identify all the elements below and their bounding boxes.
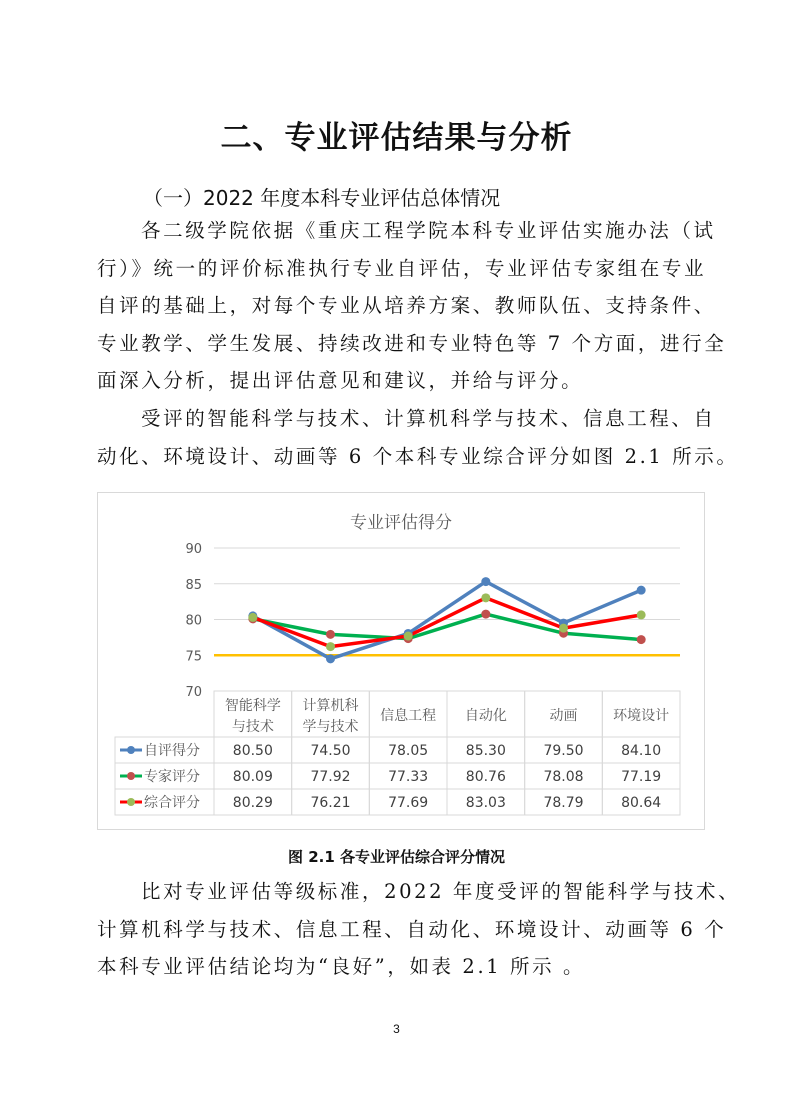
text-line: 行）》统一的评价标准执行专业自评估，专业评估专家组在专业 [97,256,707,280]
text-line: 比对专业评估等级标准，2022 年度受评的智能科学与技术、 [141,880,741,903]
category-label: 信息工程 [380,708,437,724]
data-value: 74.50 [310,743,351,759]
data-value: 77.19 [621,769,662,785]
data-value: 78.05 [388,743,429,759]
text-line: 本科专业评估结论均为“良好”，如表 2.1 所示 。 [97,955,586,978]
data-table [115,691,680,815]
data-point [637,635,646,644]
series-markers [248,577,645,663]
data-value: 80.64 [621,795,662,811]
subsection-heading: （一）2022 年度本科专业评估总体情况 [143,186,501,210]
chart-container [97,492,705,830]
data-value: 85.30 [465,743,506,759]
data-value: 80.09 [232,769,273,785]
data-value: 76.21 [310,795,351,811]
series-line-3 [253,598,641,647]
legend-label: 专家评分 [144,769,200,785]
data-value: 79.50 [543,743,584,759]
series-line-1 [253,582,641,659]
text-line: 专业教学、学生发展、持续改进和专业特色等 7 个方面，进行全 [97,331,727,355]
data-point [559,624,568,633]
legend-key-marker [127,772,135,780]
paragraph-conclusion [97,873,741,986]
data-point [326,642,335,651]
text-line: 各二级学院依据《重庆工程学院本科专业评估实施办法（试 [141,219,716,242]
y-tick-label: 70 [185,685,202,700]
figure-caption: 图 2.1 各专业评估综合评分情况 [287,848,506,866]
data-value: 83.03 [465,795,506,811]
data-point [248,613,257,622]
text-line: 自评的基础上，对每个专业从培养方案、教师队伍、支持条件、 [97,294,716,317]
y-tick-label: 90 [185,542,202,557]
category-label: 与技术 [231,719,274,735]
series-lines [253,582,641,659]
data-point [481,610,490,619]
paragraph-intro [97,212,727,400]
data-value: 80.29 [232,795,273,811]
category-label: 自动化 [464,708,507,724]
data-value: 84.10 [621,743,662,759]
text-line: 动化、环境设计、动画等 6 个本科专业综合评分如图 2.1 所示。 [97,444,739,468]
data-point [637,586,646,595]
text-line: 面深入分析，提出评估意见和建议，并给与评分。 [97,369,584,392]
y-tick-label: 85 [185,577,202,593]
section-heading: 二、专业评估结果与分析 [220,120,573,156]
category-label: 学与技术 [302,719,359,735]
data-point [326,654,335,663]
legend-key-marker [127,798,135,806]
data-value: 77.33 [388,769,429,785]
data-value: 77.69 [388,795,429,811]
data-value: 80.76 [465,769,506,785]
category-label: 计算机科 [302,698,359,714]
y-tick-label: 75 [185,649,202,665]
data-point [481,577,490,586]
chart-title: 专业评估得分 [350,513,452,533]
data-value: 78.79 [543,795,584,811]
line-chart [98,493,704,829]
legend-label: 自评得分 [144,743,200,759]
data-point [637,610,646,619]
y-axis [185,542,202,700]
category-label: 智能科学 [224,698,281,714]
data-point [404,632,413,641]
paragraph-majors [97,400,739,475]
data-point [481,593,490,602]
category-label: 环境设计 [613,708,670,724]
legend-label: 综合评分 [144,795,200,811]
data-point [326,630,335,639]
data-value: 80.50 [232,743,273,759]
legend-key-marker [127,746,135,754]
data-value: 77.92 [310,769,351,785]
text-line: 计算机科学与技术、信息工程、自动化、环境设计、动画等 6 个 [97,917,727,941]
y-tick-label: 80 [185,613,202,629]
category-label: 动画 [549,708,578,724]
page-number: 3 [393,1022,400,1036]
text-line: 受评的智能科学与技术、计算机科学与技术、信息工程、自 [141,407,716,430]
data-value: 78.08 [543,769,584,785]
